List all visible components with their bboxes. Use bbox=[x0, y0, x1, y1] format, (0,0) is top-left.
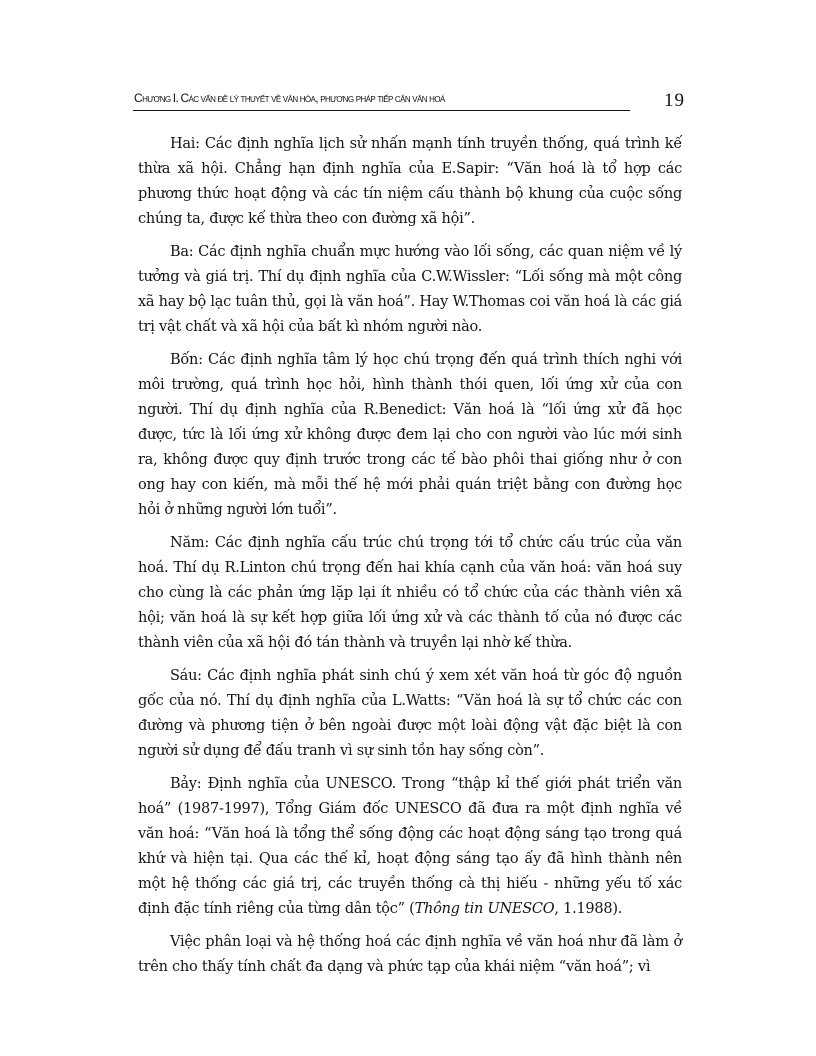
citation-source: Thông tin UNESCO bbox=[414, 901, 555, 917]
paragraph-bon: Bốn: Các định nghĩa tâm lý học chú trọng đến quá trình thích nghi với môi trường, quá trình học hỏi, hình thành thói quen, lối ứng xử của con người. Thí dụ định nghĩa của R.Benedict: Văn hoá là “lối ứng xử đã học được, tức là lối ứng xử không được đem lại cho con người vào lúc mới sinh ra, không được quy định trước trong các tế bào phôi thai giống như ở con ong hay con kiến, mà mỗi thế hệ mới phải quán triệt bằng con đường học hỏi ở những người lớn tuổi”. bbox=[138, 352, 682, 518]
body-text bbox=[138, 132, 682, 988]
paragraph-sau: Sáu: Các định nghĩa phát sinh chú ý xem xét văn hoá từ góc độ nguồn gốc của nó. Thí dụ định nghĩa của L.Watts: “Văn hoá là sự tổ chức các con đường và phương tiện ở bên ngoài được một loài động vật đặc biệt là con người sử dụng để đấu tranh vì sự sinh tồn hay sống còn”. bbox=[138, 668, 682, 759]
paragraph-bay bbox=[138, 772, 682, 922]
paragraph-bay-text: Bảy: Định nghĩa của UNESCO. Trong “thập kỉ thế giới phát triển văn hoá” (1987-1997), Tổng Giám đốc UNESCO đã đưa ra một định nghĩa về văn hoá: “Văn hoá là tổng thể sống động các hoạt động sáng tạo trong quá khứ và hiện tại. Qua các thế kỉ, hoạt động sáng tạo ấy đã hình thành nên một hệ thống các giá trị, các truyền thống cà thị hiếu - những yếu tố xác định đặc tính riêng của từng dân tộc” ( bbox=[138, 776, 682, 917]
page-number: 19 bbox=[664, 90, 685, 111]
citation-date: , 1.1988). bbox=[554, 901, 623, 917]
paragraph-hai: Hai: Các định nghĩa lịch sử nhấn mạnh tính truyền thống, quá trình kế thừa xã hội. Chẳng hạn định nghĩa của E.Sapir: “Văn hoá là tổ hợp các phương thức hoạt động và các tín niệm cấu thành bộ khung của cuộc sống chúng ta, được kế thừa theo con đường xã hội”. bbox=[138, 136, 682, 227]
chapter-title: Chương I. Các vấn đề lý thuyết về văn hóa, phương pháp tiếp cận văn hoá bbox=[134, 91, 445, 105]
paragraph-ba: Ba: Các định nghĩa chuẩn mực hướng vào lối sống, các quan niệm về lý tưởng và giá trị. Thí dụ định nghĩa của C.W.Wissler: “Lối sống mà một công xã hay bộ lạc tuân thủ, gọi là văn hoá”. Hay W.Thomas coi văn hoá là các giá trị vật chất và xã hội của bất kì nhóm người nào. bbox=[138, 244, 683, 335]
paragraph-conclusion: Việc phân loại và hệ thống hoá các định nghĩa về văn hoá như đã làm ở trên cho thấy tính chất đa dạng và phức tạp của khái niệm “văn hoá”; vì bbox=[138, 934, 682, 975]
running-header bbox=[133, 86, 630, 111]
paragraph-nam: Năm: Các định nghĩa cấu trúc chú trọng tới tổ chức cấu trúc của văn hoá. Thí dụ R.Linton chú trọng đến hai khía cạnh của văn hoá: văn hoá suy cho cùng là các phản ứng lặp lại ít nhiều có tổ chức của các thành viên xã hội; văn hoá là sự kết hợp giữa lối ứng xử và các thành tố của nó được các thành viên của xã hội đó tán thành và truyền lại nhờ kế thừa. bbox=[138, 535, 682, 651]
